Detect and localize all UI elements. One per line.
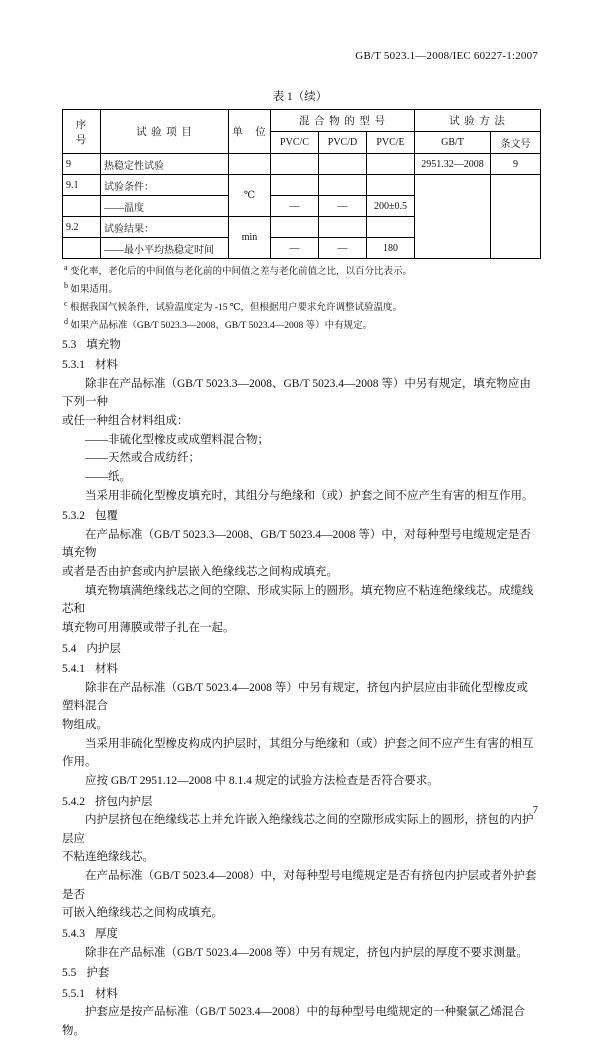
section-title: 内护层 bbox=[86, 642, 121, 655]
cell-clause bbox=[491, 175, 541, 259]
cell-gbt bbox=[415, 175, 491, 259]
cell-pvc-d bbox=[319, 175, 367, 196]
section-title: 包覆 bbox=[95, 510, 118, 523]
table-notes bbox=[62, 262, 538, 334]
cell-unit: ℃ bbox=[229, 175, 271, 217]
section-number: 5.4.2 bbox=[62, 795, 85, 808]
section-title: 材料 bbox=[95, 359, 118, 372]
section-heading bbox=[62, 336, 538, 355]
section-title: 填充物 bbox=[86, 338, 121, 351]
table-caption: 表 1（续） bbox=[272, 91, 328, 103]
cell-pvc-e bbox=[367, 217, 415, 238]
paragraph: 护套应是按产品标准（GB/T 5023.4—2008）中的每种型号电缆规定的一种聚氯乙烯混合物。 bbox=[62, 1006, 525, 1037]
note-text: 如果适用。 bbox=[70, 285, 118, 296]
table-row bbox=[63, 175, 541, 196]
section-number: 5.3.2 bbox=[62, 510, 85, 523]
header-clause: 条文号 bbox=[491, 132, 541, 154]
header-no: 序 号 bbox=[63, 110, 101, 154]
table-note bbox=[64, 316, 538, 334]
page-number: 7 bbox=[532, 805, 538, 816]
section-number: 5.5 bbox=[62, 967, 77, 980]
section-title: 材料 bbox=[95, 987, 118, 1000]
cell-pvc-e bbox=[367, 175, 415, 196]
header-unit: 单 位 bbox=[229, 110, 271, 154]
section-title: 厚度 bbox=[95, 927, 118, 940]
cell-pvc-d: — bbox=[319, 238, 367, 259]
note-mark: b bbox=[64, 280, 68, 290]
table-note bbox=[64, 280, 538, 298]
paragraph: 应按 GB/T 2951.12—2008 中 8.1.4 规定的试验方法检查是否符合要求。 bbox=[85, 774, 439, 787]
section-heading bbox=[62, 793, 538, 812]
header-mixture-group: 混 合 物 的 型 号 bbox=[271, 110, 415, 132]
section-number: 5.3.1 bbox=[62, 359, 85, 372]
note-mark: d bbox=[64, 316, 68, 326]
section-heading bbox=[62, 356, 538, 375]
paragraph: 填充物填满绝缘线芯之间的空隙、形成实际上的圆形。填充物应不粘连绝缘线芯。成缆线芯和 bbox=[62, 584, 534, 616]
section-title: 材料 bbox=[95, 663, 118, 676]
cell-pvc-d bbox=[319, 154, 367, 175]
paragraph: 物组成。 bbox=[62, 719, 108, 731]
section-number: 5.4.1 bbox=[62, 663, 85, 676]
cell-pvc-e bbox=[367, 154, 415, 175]
header-pvc-c: PVC/C bbox=[271, 132, 319, 154]
paragraph: 当采用非硫化型橡皮填充时，其组分与绝缘和（或）护套之间不应产生有害的相互作用。 bbox=[85, 489, 534, 502]
section-heading bbox=[62, 640, 538, 659]
page-header: GB/T 5023.1—2008/IEC 60227-1:2007 bbox=[355, 50, 538, 62]
table-note bbox=[64, 298, 538, 316]
note-text: 如果产品标准（GB/T 5023.3—2008、GB/T 5023.4—2008 等）中有规定。 bbox=[70, 320, 373, 331]
section-title: 挤包内护层 bbox=[95, 795, 153, 808]
cell-item: 试验结果： bbox=[101, 217, 229, 238]
cell-no: 9.1 bbox=[63, 175, 101, 196]
spec-table bbox=[62, 109, 541, 259]
table-header-row-1 bbox=[63, 110, 541, 132]
section-heading bbox=[62, 925, 538, 944]
paragraph: 或者是否由护套或内护层嵌入绝缘线芯之间构成填充。 bbox=[62, 566, 338, 578]
cell-no bbox=[63, 238, 101, 259]
paragraph: 在产品标准（GB/T 5023.3—2008、GB/T 5023.4—2008 等）中，对每种型号电缆规定是否填充物 bbox=[62, 528, 531, 560]
section-title: 护套 bbox=[86, 967, 110, 980]
paragraph: 当采用非硫化型橡皮构成内护层时，其组分与绝缘和（或）护套之间不应产生有害的相互作用。 bbox=[62, 737, 534, 769]
cell-gbt: 2951.32—2008 bbox=[415, 154, 491, 175]
cell-pvc-c bbox=[271, 154, 319, 175]
table-note bbox=[64, 262, 538, 280]
note-mark: c bbox=[64, 298, 68, 308]
section-heading bbox=[62, 660, 538, 679]
cell-item: 试验条件： bbox=[101, 175, 229, 196]
cell-no bbox=[63, 196, 101, 217]
paragraph: ——非硫化型橡皮或成塑料混合物； bbox=[85, 433, 269, 446]
table-row bbox=[63, 154, 541, 175]
cell-no: 9.2 bbox=[63, 217, 101, 238]
note-mark: a bbox=[64, 263, 68, 272]
header-pvc-d: PVC/D bbox=[319, 132, 367, 154]
paragraph: 在产品标准（GB/T 5023.4—2008）中，对每种型号电缆规定是否有挤包内护层或者外护套是否 bbox=[62, 870, 537, 901]
cell-no: 9 bbox=[63, 154, 101, 175]
cell-pvc-c bbox=[271, 175, 319, 196]
header-method-group: 试 验 方 法 bbox=[415, 110, 541, 132]
section-number: 5.4 bbox=[62, 642, 77, 655]
note-text: 变化率，老化后的中间值与老化前的中间值之差与老化前值之比，以百分比表示。 bbox=[69, 267, 412, 278]
cell-item: 热稳定性试验 bbox=[101, 154, 229, 175]
paragraph: 内护层挤包在绝缘线芯上并允许嵌入绝缘线芯之间的空隙形成实际上的圆形，挤包的内护层应 bbox=[62, 814, 534, 845]
header-pvc-e: PVC/E bbox=[367, 132, 415, 154]
paragraph: 可嵌入绝缘线芯之间构成填充。 bbox=[62, 907, 223, 920]
document-body bbox=[62, 336, 538, 1041]
cell-pvc-c: — bbox=[271, 238, 319, 259]
paragraph: 除非在产品标准（GB/T 5023.4—2008 等）中另有规定，挤包内护层应由非硫化型橡皮或塑料混合 bbox=[62, 681, 528, 713]
header-gbt: GB/T bbox=[415, 132, 491, 154]
paragraph: 除非在产品标准（GB/T 5023.3—2008、GB/T 5023.4—2008 等）中另有规定，填充物应由下列一种 bbox=[62, 377, 531, 409]
paragraph: 或任一种组合材料组成： bbox=[62, 415, 189, 427]
paragraph: 不粘连绝缘线芯。 bbox=[62, 851, 154, 864]
section-heading bbox=[62, 964, 538, 983]
section-heading bbox=[62, 985, 538, 1004]
cell-unit bbox=[229, 154, 271, 175]
section-number: 5.5.1 bbox=[62, 987, 85, 1000]
section-number: 5.3 bbox=[62, 338, 77, 351]
cell-pvc-c bbox=[271, 217, 319, 238]
paragraph: ——纸。 bbox=[85, 470, 131, 483]
cell-item: ——温度 bbox=[101, 196, 229, 217]
cell-pvc-d: — bbox=[319, 196, 367, 217]
section-heading bbox=[62, 507, 538, 526]
cell-pvc-e: 180 bbox=[367, 238, 415, 259]
cell-pvc-c: — bbox=[271, 196, 319, 217]
note-text: 根据我国气候条件，试验温度定为 -15 ℃，但根据用户要求允许调整试验温度。 bbox=[69, 302, 402, 313]
cell-clause: 9 bbox=[491, 154, 541, 175]
header-item: 试 验 项 目 bbox=[101, 110, 229, 154]
paragraph: 填充物可用薄膜或带子扎在一起。 bbox=[62, 621, 235, 634]
cell-pvc-e: 200±0.5 bbox=[367, 196, 415, 217]
paragraph: ——天然或合成纺纤； bbox=[85, 452, 200, 465]
paragraph: 除非在产品标准（GB/T 5023.4—2008 等）中另有规定，挤包内护层的厚度不要求测量。 bbox=[85, 946, 528, 959]
cell-unit: min bbox=[229, 217, 271, 259]
section-number: 5.4.3 bbox=[62, 927, 85, 940]
cell-item: ——最小平均热稳定时间 bbox=[101, 238, 229, 259]
cell-pvc-d bbox=[319, 217, 367, 238]
